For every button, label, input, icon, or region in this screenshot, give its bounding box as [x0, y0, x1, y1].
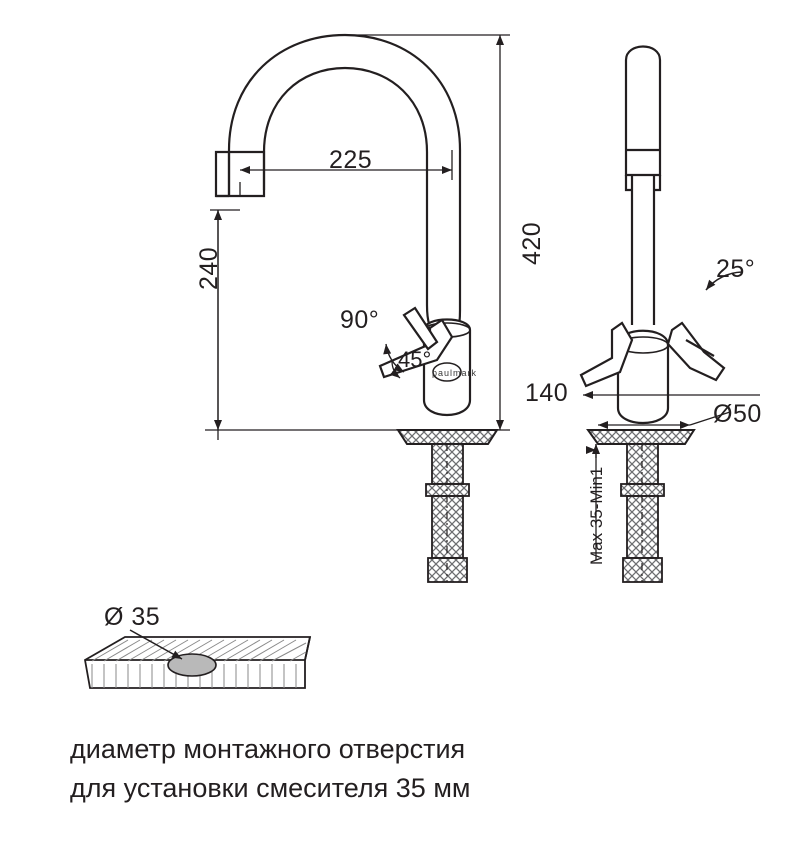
side-right-handle — [668, 323, 724, 380]
dimension-lever-angle: 45° — [398, 347, 432, 372]
dimension-swivel-angle: 25° — [716, 255, 756, 283]
side-base-flange — [588, 430, 694, 444]
dimension-spout-reach: 225 — [329, 146, 373, 174]
side-mount-shank — [621, 444, 664, 582]
caption-line-1: диаметр монтажного отверстия — [70, 734, 466, 764]
dimension-total-height: 420 — [518, 221, 546, 265]
dimension-thickness-note: Max 35-Min1 — [587, 466, 606, 565]
caption-line-2: для установки смесителя 35 мм — [70, 773, 471, 804]
caption-block — [70, 730, 690, 808]
brand-logo: paulmark — [432, 368, 478, 378]
side-view — [626, 47, 660, 326]
countertop-detail — [85, 630, 310, 688]
dimension-spout-height: 240 — [195, 246, 223, 290]
front-mount-shank — [426, 444, 469, 582]
dimension-handle-angle: 90° — [340, 306, 380, 334]
dimension-side-depth: 140 — [525, 379, 569, 407]
front-base-flange — [398, 430, 497, 444]
dimension-base-diameter: Ø50 — [713, 400, 762, 428]
front-view — [216, 35, 460, 342]
dimension-hole-diameter: Ø 35 — [104, 603, 161, 631]
